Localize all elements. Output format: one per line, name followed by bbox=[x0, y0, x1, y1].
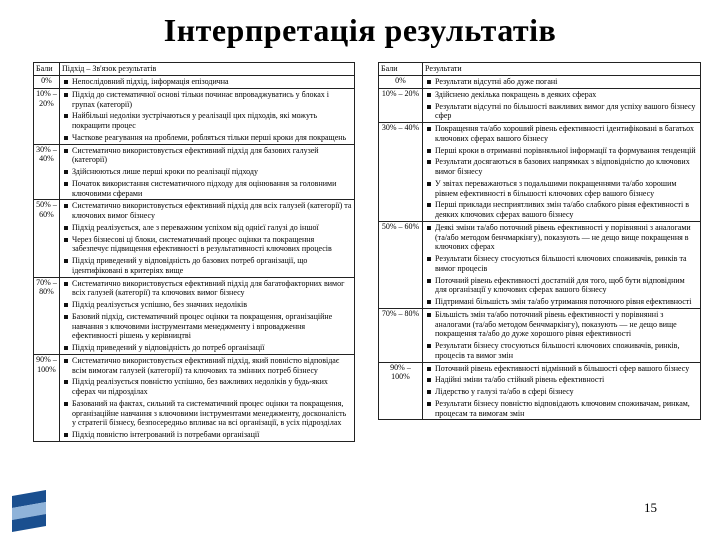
list-item: Підхід до систематичної основі тільки починає впроваджуватись у блоках і групах (категорії) bbox=[62, 89, 352, 111]
table-row bbox=[34, 76, 355, 89]
score-column-header: Бали bbox=[379, 63, 423, 76]
list-item: Результати бізнесу повністю відповідають ключовим споживачам, ринкам, процесам та вимогам змін bbox=[425, 398, 698, 420]
logo-icon bbox=[10, 488, 48, 532]
table-row bbox=[379, 362, 701, 420]
table-row bbox=[34, 200, 355, 277]
list-item: Покращення та/або хороший рівень ефективності ідентифіковані в багатьох ключових сферах вашого бізнесу bbox=[425, 123, 698, 145]
list-item: Підхід реалізується успішно, без значних недоліків bbox=[62, 299, 352, 311]
list-item: Підхід приведений у відповідність до базових потреб організації, що ідентифіковані в критеріях вище bbox=[62, 255, 352, 277]
approach-rubric-table bbox=[33, 62, 355, 442]
criteria-list bbox=[425, 123, 698, 221]
list-item: Здійснено декілька покращень в деяких сферах bbox=[425, 89, 698, 101]
table-header-row bbox=[379, 63, 701, 76]
criteria-list bbox=[62, 76, 352, 88]
list-item: Результати відсутні по більшості важливих вимог для успіху вашого бізнесу сфер bbox=[425, 101, 698, 123]
table-row bbox=[379, 308, 701, 362]
list-item: У звітах переважаються з подальшими покращеннями та/або хорошим рівнем ефективності в більшості ключових сфер вашого бізнесу bbox=[425, 178, 698, 200]
list-item: Базовий підхід, систематичний процес оцінки та покращення, організаційне навчання з ключовими інструментами менеджменту і впровадження ефективності рішень у керівництві bbox=[62, 311, 352, 342]
list-item: Здійснюються лише перші кроки по реалізації підходу bbox=[62, 166, 352, 178]
list-item: Перші приклади несприятливих змін та/або слабкого рівня ефективності в деяких ключових сферах вашого бізнесу bbox=[425, 199, 698, 221]
list-item: Надійні зміни та/або стійкий рівень ефективності bbox=[425, 374, 698, 386]
criteria-list bbox=[425, 222, 698, 308]
table-row bbox=[379, 221, 701, 308]
criteria-list bbox=[425, 89, 698, 122]
list-item: Систематично використовується ефективний підхід, який повністю відповідає всім вимогам галузей (категорії) та ключових та змінних потреб бізнесу bbox=[62, 355, 352, 377]
table-row bbox=[34, 144, 355, 200]
table-row bbox=[34, 88, 355, 144]
score-cell: 30% – 40% bbox=[379, 123, 423, 222]
score-cell: 0% bbox=[379, 76, 423, 89]
list-item: Підхід повністю інтегрований із потребами організації bbox=[62, 429, 352, 441]
page-number: 15 bbox=[644, 500, 657, 515]
table-row bbox=[34, 277, 355, 354]
score-cell: 10% – 20% bbox=[379, 88, 423, 122]
list-item: Підхід приведений у відповідність до потреб організації bbox=[62, 342, 352, 354]
score-cell: 10% – 20% bbox=[34, 88, 60, 144]
list-item: Базований на фактах, сильний та систематичний процес оцінки та покращення, організаційне навчання з ключовими інструментами менеджменту, досконалість у стратегії бізнесу, безпосередньо впливає на всі організації, в усіх підрозділах bbox=[62, 398, 352, 429]
criteria-list bbox=[62, 89, 352, 144]
description-cell bbox=[423, 362, 701, 420]
list-item: Результати відсутні або дуже погані bbox=[425, 76, 698, 88]
description-cell bbox=[60, 144, 355, 200]
score-cell: 90% – 100% bbox=[34, 354, 60, 441]
description-column-header: Підхід – Зв'язок результатів bbox=[60, 63, 355, 76]
score-cell: 90% – 100% bbox=[379, 362, 423, 420]
list-item: Результати бізнесу стосуються більшості ключових споживачів, ринків, процесів та вимог змін bbox=[425, 340, 698, 362]
criteria-list bbox=[62, 145, 352, 200]
list-item: Найбільші недоліки зустрічаються у реалізації цих підходів, які можуть покращити процес bbox=[62, 110, 352, 132]
criteria-list bbox=[62, 355, 352, 441]
criteria-list bbox=[62, 200, 352, 276]
table-row bbox=[379, 88, 701, 122]
description-cell bbox=[423, 308, 701, 362]
list-item: Лідерство у галузі та/або в сфері бізнесу bbox=[425, 386, 698, 398]
list-item: Підтримані більшість змін та/або утримання поточного рівня ефективності bbox=[425, 296, 698, 308]
list-item: Систематично використовується ефективний підхід для всіх галузей (категорії) та ключових вимог бізнесу bbox=[62, 200, 352, 222]
list-item: Результати досягаються в базових напрямках з відповідністю до ключових вимог бізнесу bbox=[425, 156, 698, 178]
description-cell bbox=[60, 200, 355, 277]
description-cell bbox=[60, 277, 355, 354]
list-item: Підхід реалізується повністю успішно, без важливих недоліків у будь-яких сферах чи підрозділах bbox=[62, 376, 352, 398]
list-item: Систематично використовується ефективний підхід для базових галузей (категорії) bbox=[62, 145, 352, 167]
results-rubric-table bbox=[378, 62, 701, 420]
score-cell: 0% bbox=[34, 76, 60, 89]
list-item: Результати бізнесу стосуються більшості ключових споживачів, ринків та вимог процесів bbox=[425, 253, 698, 275]
description-cell bbox=[423, 76, 701, 89]
list-item: Підхід реалізується, але з переважним успіхом від однієї галузі до іншої bbox=[62, 222, 352, 234]
criteria-list bbox=[425, 363, 698, 420]
list-item: Більшість змін та/або поточний рівень ефективності у порівнянні з аналогами (та/або методом бенчмаркінгу), показують — не дещо вище покращення та/або до дуже хорошого рівня ефективності bbox=[425, 309, 698, 340]
description-cell bbox=[60, 88, 355, 144]
description-cell bbox=[423, 88, 701, 122]
list-item: Поточний рівень ефективності відмінний в більшості сфер вашого бізнесу bbox=[425, 363, 698, 375]
score-cell: 30% – 40% bbox=[34, 144, 60, 200]
criteria-list bbox=[62, 278, 352, 354]
criteria-list bbox=[425, 309, 698, 362]
score-column-header: Бали bbox=[34, 63, 60, 76]
table-header-row bbox=[34, 63, 355, 76]
score-cell: 70% – 80% bbox=[379, 308, 423, 362]
slide-title: Інтерпретація результатів bbox=[163, 12, 557, 48]
list-item: Поточний рівень ефективності достатній для того, щоб бути відповідним для організації у ключових сферах вашого бізнесу bbox=[425, 275, 698, 297]
score-cell: 50% – 60% bbox=[34, 200, 60, 277]
table-row bbox=[379, 123, 701, 222]
description-cell bbox=[60, 76, 355, 89]
description-cell bbox=[60, 354, 355, 441]
table-row bbox=[34, 354, 355, 441]
score-cell: 70% – 80% bbox=[34, 277, 60, 354]
list-item: Перші кроки в отриманні порівняльної інформації та формування тенденцій bbox=[425, 145, 698, 157]
list-item: Деякі зміни та/або поточний рівень ефективності у порівнянні з аналогами (та/або методом бенчмаркінгу), показують — не дещо вище покращення в ключових сферах bbox=[425, 222, 698, 253]
list-item: Непослідовний підхід, інформація епізодична bbox=[62, 76, 352, 88]
list-item: Систематично використовується ефективний підхід для багатофакторних вимог всіх галузей (категорії) та ключових вимог бізнесу bbox=[62, 278, 352, 300]
description-cell bbox=[423, 123, 701, 222]
list-item: Початок використання систематичного підходу для оцінювання за головними ключовими сферами bbox=[62, 178, 352, 200]
criteria-list bbox=[425, 76, 698, 88]
list-item: Часткове реагування на проблеми, робляться тільки перші кроки для покращень bbox=[62, 132, 352, 144]
list-item: Через бізнесові ці блоки, систематичний процес оцінки та покращення забезпечує підвищення ефективності в результативності ключових процесів bbox=[62, 234, 352, 256]
score-cell: 50% – 60% bbox=[379, 221, 423, 308]
table-row bbox=[379, 76, 701, 89]
description-cell bbox=[423, 221, 701, 308]
description-column-header: Результати bbox=[423, 63, 701, 76]
